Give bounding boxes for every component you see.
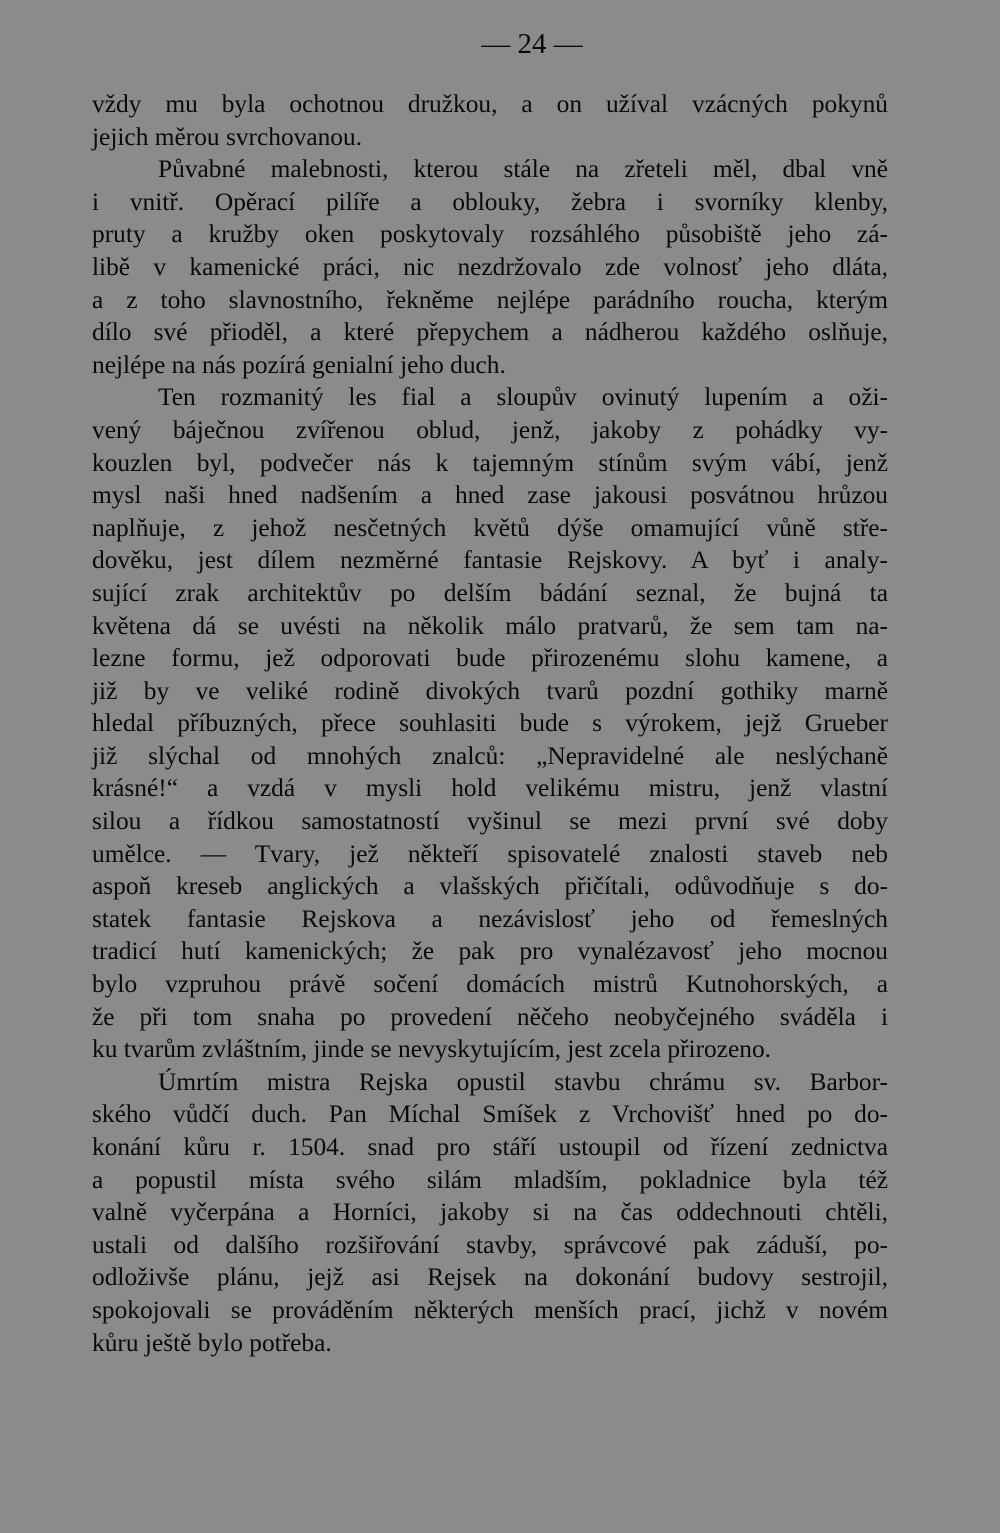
text-line: kouzlen byl, podvečer nás k tajemným stínům svým vábí, jenž — [92, 448, 888, 477]
text-line: konání kůru r. 1504. snad pro stáří ustoupil od řízení zednictva — [92, 1133, 888, 1161]
text-line: vený báječnou zvířenou oblud, jenž, jakoby z pohádky vy- — [92, 415, 888, 444]
text-line: valně vyčerpána a Horníci, jakoby si na čas oddechnouti chtěli, — [92, 1198, 888, 1227]
text-line: hledal příbuzných, přece souhlasiti bude s výrokem, jejž Grueber — [92, 709, 888, 738]
text-line: již slýchal od mnohých znalců: „Nepravidelné ale neslýchaně — [92, 741, 888, 770]
text-line: tradicí hutí kamenických; že pak pro vynalézavosť jeho mocnou — [92, 937, 888, 966]
text-line: mysl naši hned nadšením a hned zase jakousi posvátnou hrůzou — [92, 481, 888, 510]
text-line: umělce. — Tvary, jež někteří spisovatelé znalosti staveb neb — [92, 839, 888, 868]
text-line: krásné!“ a vzdá v mysli hold velikému mistru, jenž vlastní — [92, 774, 888, 803]
text-line: a popustil místa svého silám mladším, pokladnice byla též — [92, 1165, 888, 1194]
paragraph — [92, 1066, 888, 1359]
body-text — [92, 88, 888, 1359]
paragraph — [92, 88, 888, 153]
text-line: lezne formu, jež odporovati bude přirozenému slohu kamene, a — [92, 644, 888, 673]
text-line: odloživše plánu, jejž asi Rejsek na dokonání budovy sestrojil, — [92, 1263, 888, 1292]
text-line: ustali od dalšího rozšiřování stavby, správcové pak záduší, po- — [92, 1230, 888, 1259]
text-line: naplňuje, z jehož nesčetných květů dýše omamující vůně stře- — [92, 513, 888, 542]
text-line: ského vůdčí duch. Pan Míchal Smíšek z Vrchovišť hned po do- — [92, 1100, 888, 1129]
text-line: aspoň kreseb anglických a vlašských přičítali, odůvodňuje s do- — [92, 872, 888, 901]
text-line: dílo své přioděl, a které přepychem a nádherou každého oslňuje, — [92, 318, 888, 347]
text-line: že při tom snaha po provedení něčeho neobyčejného sváděla i — [92, 1002, 888, 1031]
text-line: Půvabné malebnosti, kterou stále na zřeteli měl, dbal vně — [158, 155, 888, 184]
text-line: bylo vzpruhou právě sočení domácích mistrů Kutnohorských, a — [92, 970, 888, 999]
text-line: i vnitř. Opěrací pilíře a oblouky, žebra i svorníky klenby, — [92, 187, 888, 216]
text-line: jejich měrou svrchovanou. — [92, 122, 363, 151]
paragraph — [92, 381, 888, 1065]
text-line: Úmrtím mistra Rejska opustil stavbu chrámu sv. Barbor- — [158, 1067, 888, 1096]
page-number: — 24 — — [481, 28, 583, 60]
text-line: sující zrak architektův po delším bádání seznal, že bujná ta — [92, 578, 888, 607]
text-line: již by ve veliké rodině divokých tvarů pozdní gothiky marně — [92, 676, 888, 705]
text-line: vždy mu byla ochotnou družkou, a on užíval vzácných pokynů — [92, 90, 888, 118]
text-line: a z toho slavnostního, řekněme nejlépe parádního roucha, kterým — [92, 285, 888, 314]
text-line: spokojovali se prováděním některých menších prací, jichž v novém — [92, 1295, 888, 1324]
text-line: libě v kamenické práci, nic nezdržovalo zde volnosť jeho dláta, — [92, 252, 888, 281]
text-line: kůru ještě bylo potřeba. — [92, 1328, 332, 1357]
paragraph — [92, 153, 888, 381]
text-line: ku tvarům zvláštním, jinde se nevyskytujícím, jest zcela přirozeno. — [92, 1035, 772, 1064]
text-line: statek fantasie Rejskova a nezávislosť jeho od řemeslných — [92, 904, 888, 933]
text-line: dověku, jest dílem nezměrné fantasie Rejskovy. A byť i analy- — [92, 546, 888, 575]
text-line: květena dá se uvésti na několik málo pratvarů, že sem tam na- — [92, 611, 888, 640]
text-line: Ten rozmanitý les fial a sloupův ovinutý lupením a oži- — [158, 383, 888, 412]
text-line: pruty a kružby oken poskytovaly rozsáhlého působiště jeho zá- — [92, 220, 888, 249]
text-line: nejlépe na nás pozírá genialní jeho duch. — [92, 350, 506, 379]
text-line: silou a řídkou samostatností vyšinul se mezi první své doby — [92, 807, 888, 836]
